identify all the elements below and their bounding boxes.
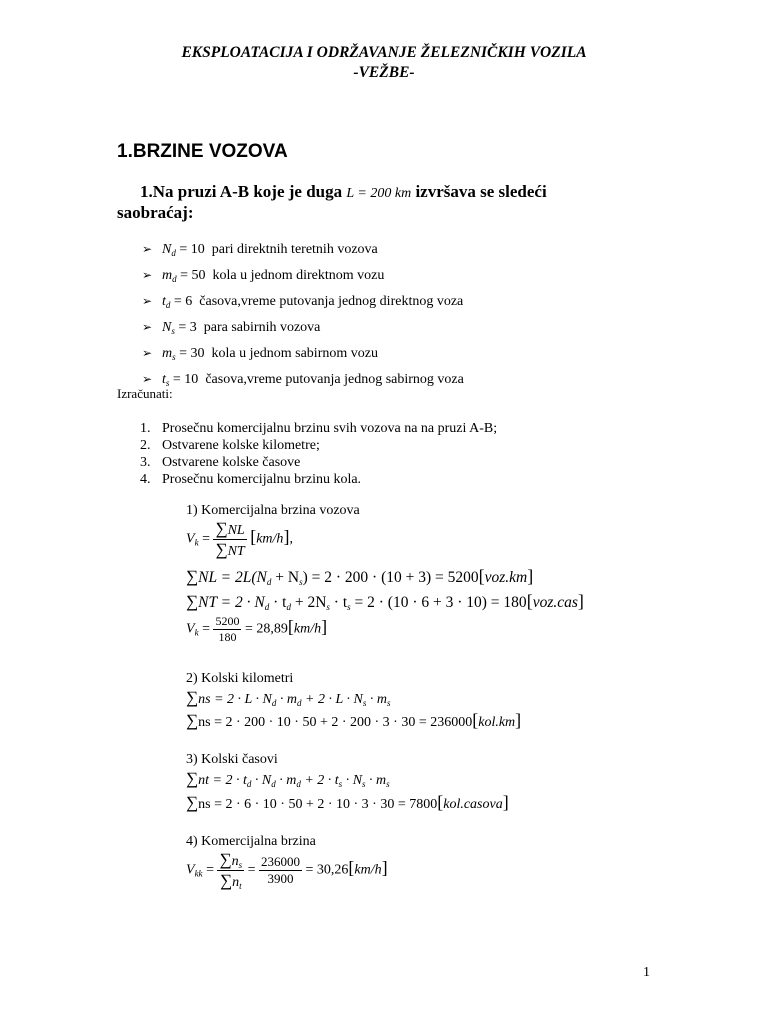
given-item: ➢ $t_d = 6$ časova,vreme putovanja jednog direktnog voza xyxy=(142,290,464,316)
section-title: 1.BRZINE VOZOVA xyxy=(117,141,288,162)
problem-intro-b: izvršava se sledeći xyxy=(415,182,547,201)
problem-intro-c: saobraćaj: xyxy=(117,203,194,222)
arrow-bullet-icon: ➢ xyxy=(142,268,153,282)
task-item: 4. Prosečnu komercijalnu brzinu kola. xyxy=(140,472,362,487)
arrow-bullet-icon: ➢ xyxy=(142,242,153,256)
page-number: 1 xyxy=(643,965,650,980)
givens-list xyxy=(142,238,464,394)
arrow-bullet-icon: ➢ xyxy=(142,372,153,386)
vkk-symbol-fraction: $\frac{\sum n_s}{\sum n_t}$ xyxy=(219,850,243,891)
given-item: ➢ $N_d = 10$ pari direktnih teretnih vozova xyxy=(142,238,464,264)
nl-equation: $\sum NL = 2L(N_d + N_s) = 2 \cdot 200 \cdot (10 + 3) = 5200[voz.km]$ xyxy=(186,566,534,587)
doc-header-line2: -VEŽBE- xyxy=(353,64,415,81)
length-equation: L = 200 km xyxy=(346,186,412,201)
given-item: ➢ $m_s = 30$ kola u jednom sabirnom vozu xyxy=(142,342,464,368)
sol3-title: 3) Kolski časovi xyxy=(186,752,278,767)
problem-intro xyxy=(140,182,547,202)
ns-calculation: ∑ns = 2 · 200 · 10 · 50 + 2 · 200 · 3 · 30 = 236000[kol.km] xyxy=(186,710,522,730)
vk-formula: $V_k$ = $\frac{\sum NL}{\sum NT}$ [km/h], xyxy=(186,519,293,559)
sol4-title: 4) Komercijalna brzina xyxy=(186,834,316,849)
arrow-bullet-icon: ➢ xyxy=(142,294,153,308)
calc-label: Izračunati: xyxy=(117,386,173,401)
vkk-formula: $V_{kk}$ = $\frac{\sum n_s}{\sum n_t}$ = $\frac{236000}{3900}$ = 30,26[km/h] xyxy=(186,850,388,891)
vkk-value-fraction: $\frac{236000}{3900}$ xyxy=(261,854,301,886)
sol2-title: 2) Kolski kilometri xyxy=(186,671,294,686)
nt-calculation: ∑ns = 2 · 6 · 10 · 50 + 2 · 10 · 3 · 30 = 7800[kol.casova] xyxy=(186,792,509,812)
vk-result-fraction: $\frac{5200}{180}$ xyxy=(215,614,240,644)
sol1-title: 1) Komercijalna brzina vozova xyxy=(186,503,360,518)
task-item: 2. Ostvarene kolske kilometre; xyxy=(140,438,320,453)
given-item: ➢ $N_s = 3$ para sabirnih vozova xyxy=(142,316,464,342)
nt-equation: $\sum NT = 2 \cdot N_d \cdot t_d + 2N_s \cdot t_s = 2 \cdot (10 \cdot 6 + 3 \cdot 10) = 180[voz.cas]$ xyxy=(186,591,584,612)
arrow-bullet-icon: ➢ xyxy=(142,320,153,334)
task-item: 1. Prosečnu komercijalnu brzinu svih vozova na na pruzi A-B; xyxy=(140,421,498,436)
ns-formula: $\sum ns = 2 \cdot L \cdot N_d \cdot m_d + 2 \cdot L \cdot N_s \cdot m_s$ xyxy=(186,688,391,708)
arrow-bullet-icon: ➢ xyxy=(142,346,153,360)
task-list xyxy=(140,420,497,488)
given-item: ➢ $t_s = 10$ časova,vreme putovanja jednog sabirnog voza xyxy=(142,368,464,394)
given-item: ➢ $m_d = 50$ kola u jednom direktnom vozu xyxy=(142,264,464,290)
problem-intro-a: 1.Na pruzi A-B koje je duga xyxy=(140,182,343,201)
task-item: 3. Ostvarene kolske časove xyxy=(140,455,301,470)
vk-result: $V_k$ = $\frac{5200}{180}$ = 28,89[km/h] xyxy=(186,614,328,644)
nt-formula: $\sum nt = 2 \cdot t_d \cdot N_d \cdot m_d + 2 \cdot t_s \cdot N_s \cdot m_s$ xyxy=(186,769,390,789)
doc-header-line1: EKSPLOATACIJA I ODRŽAVANJE ŽELEZNIČKIH VOZILA xyxy=(181,44,587,61)
vk-fraction: $\frac{\sum NL}{\sum NT}$ xyxy=(215,519,245,559)
